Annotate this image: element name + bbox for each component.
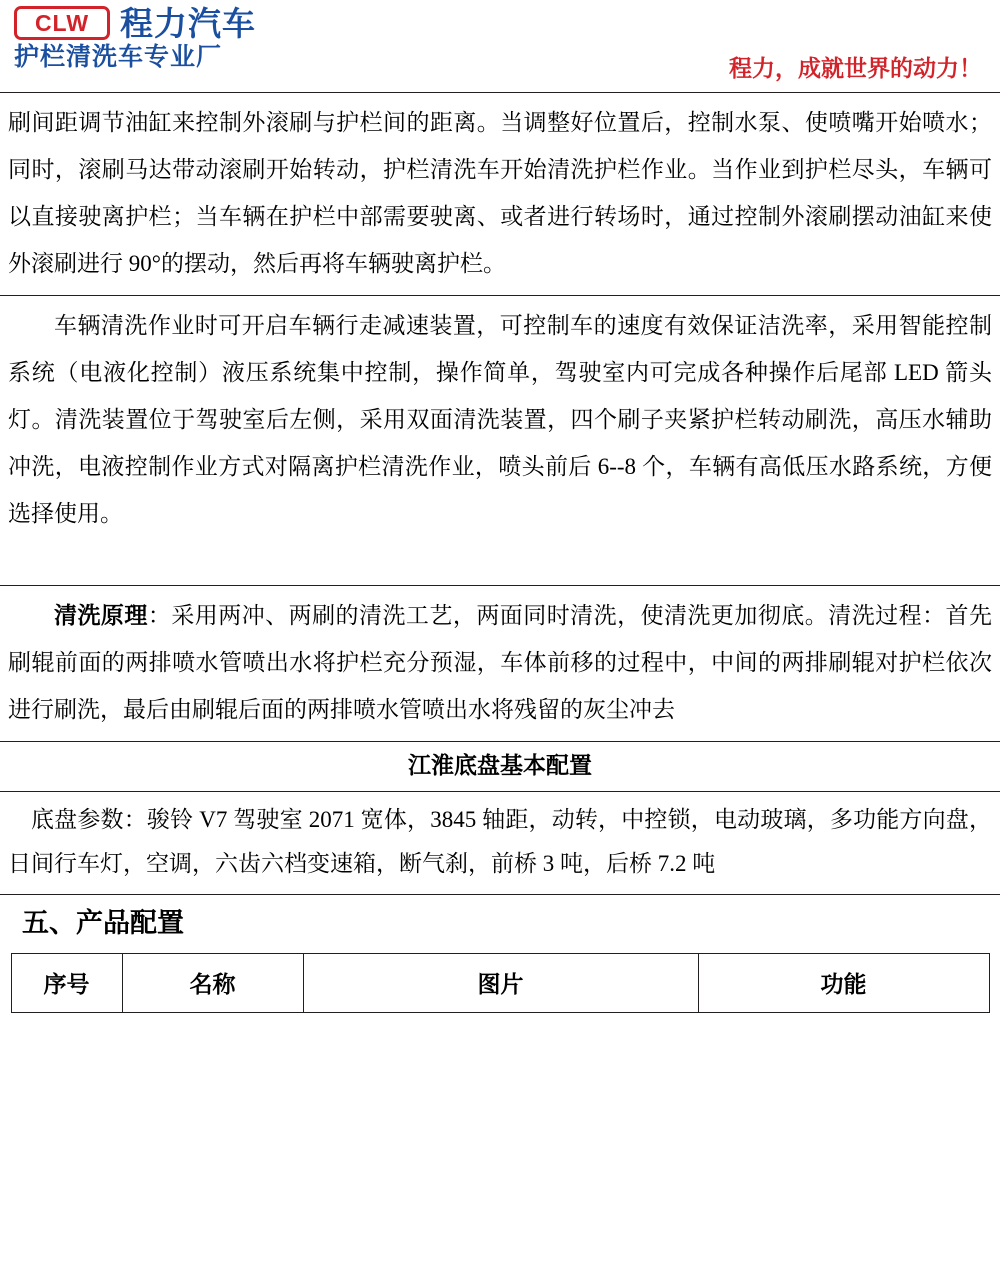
header-slogan: 程力，成就世界的动力！ [729,55,982,81]
chassis-title-block [0,742,1000,792]
column-header-function: 功能 [698,953,989,1012]
column-header-name: 名称 [122,953,303,1012]
paragraph-block-2 [0,296,1000,586]
clw-logo-icon [14,6,110,40]
brand-name: 程力汽车 [120,4,256,42]
section-heading-product-config: 五、产品配置 [22,908,184,938]
clw-logo-text: CLW [34,9,90,36]
cleaning-principle-label: 清洗原理 [54,603,148,628]
paragraph-1: 刷间距调节油缸来控制外滚刷与护栏间的距离。当调整好位置后，控制水泵、使喷嘴开始喷水；同时，滚刷马达带动滚刷开始转动，护栏清洗车开始清洗护栏作业。当作业到护栏尽头，车辆可以直接驶离护栏；当车辆在护栏中部需要驶离、或者进行转场时，通过控制外滚刷摆动油缸来使外滚刷进行 90°的摆动，然后再将车辆驶离护栏。 [8,110,992,276]
paragraph-block-3 [0,586,1000,742]
cleaning-principle-text: ：采用两冲、两刷的清洗工艺，两面同时清洗，使清洗更加彻底。清洗过程：首先刷辊前面的两排喷水管喷出水将护栏充分预湿，车体前移的过程中，中间的两排刷辊对护栏依次进行刷洗，最后由刷辊后面的两排喷水管喷出水将残留的灰尘冲去 [8,603,993,722]
column-header-image: 图片 [303,953,698,1012]
document-body [0,92,1000,1013]
chassis-spec-block [0,792,1000,895]
paragraph-3 [8,592,992,733]
chassis-spec-text: 底盘参数：骏铃 V7 驾驶室 2071 宽体，3845 轴距，动转，中控锁，电动玻璃，多功能方向盘，日间行车灯，空调，六齿六档变速箱，断气刹，前桥 3 吨，后桥 7.2 吨 [8,807,992,876]
paragraph-block-1 [0,92,1000,296]
brand-logo [14,6,986,40]
product-config-table [11,953,990,1013]
table-header-row [11,953,989,1012]
paragraph-2: 车辆清洗作业时可开启车辆行走减速装置，可控制车的速度有效保证洁洗率，采用智能控制系统（电液化控制）液压系统集中控制，操作简单，驾驶室内可完成各种操作后尾部 LED 箭头灯。清洗装置位于驾驶室后左侧，采用双面清洗装置，四个刷子夹紧护栏转动刷洗，高压水辅助冲洗，电液控制作业方式对隔离护栏清洗作业，喷头前后 6--8 个，车辆有高低压水路系统，方便选择使用。 [8,313,992,526]
page-header [0,0,1000,92]
chassis-config-title: 江淮底盘基本配置 [408,753,592,778]
column-header-seq: 序号 [11,953,122,1012]
brand-subtitle: 护栏清洗车专业厂 [14,43,223,71]
